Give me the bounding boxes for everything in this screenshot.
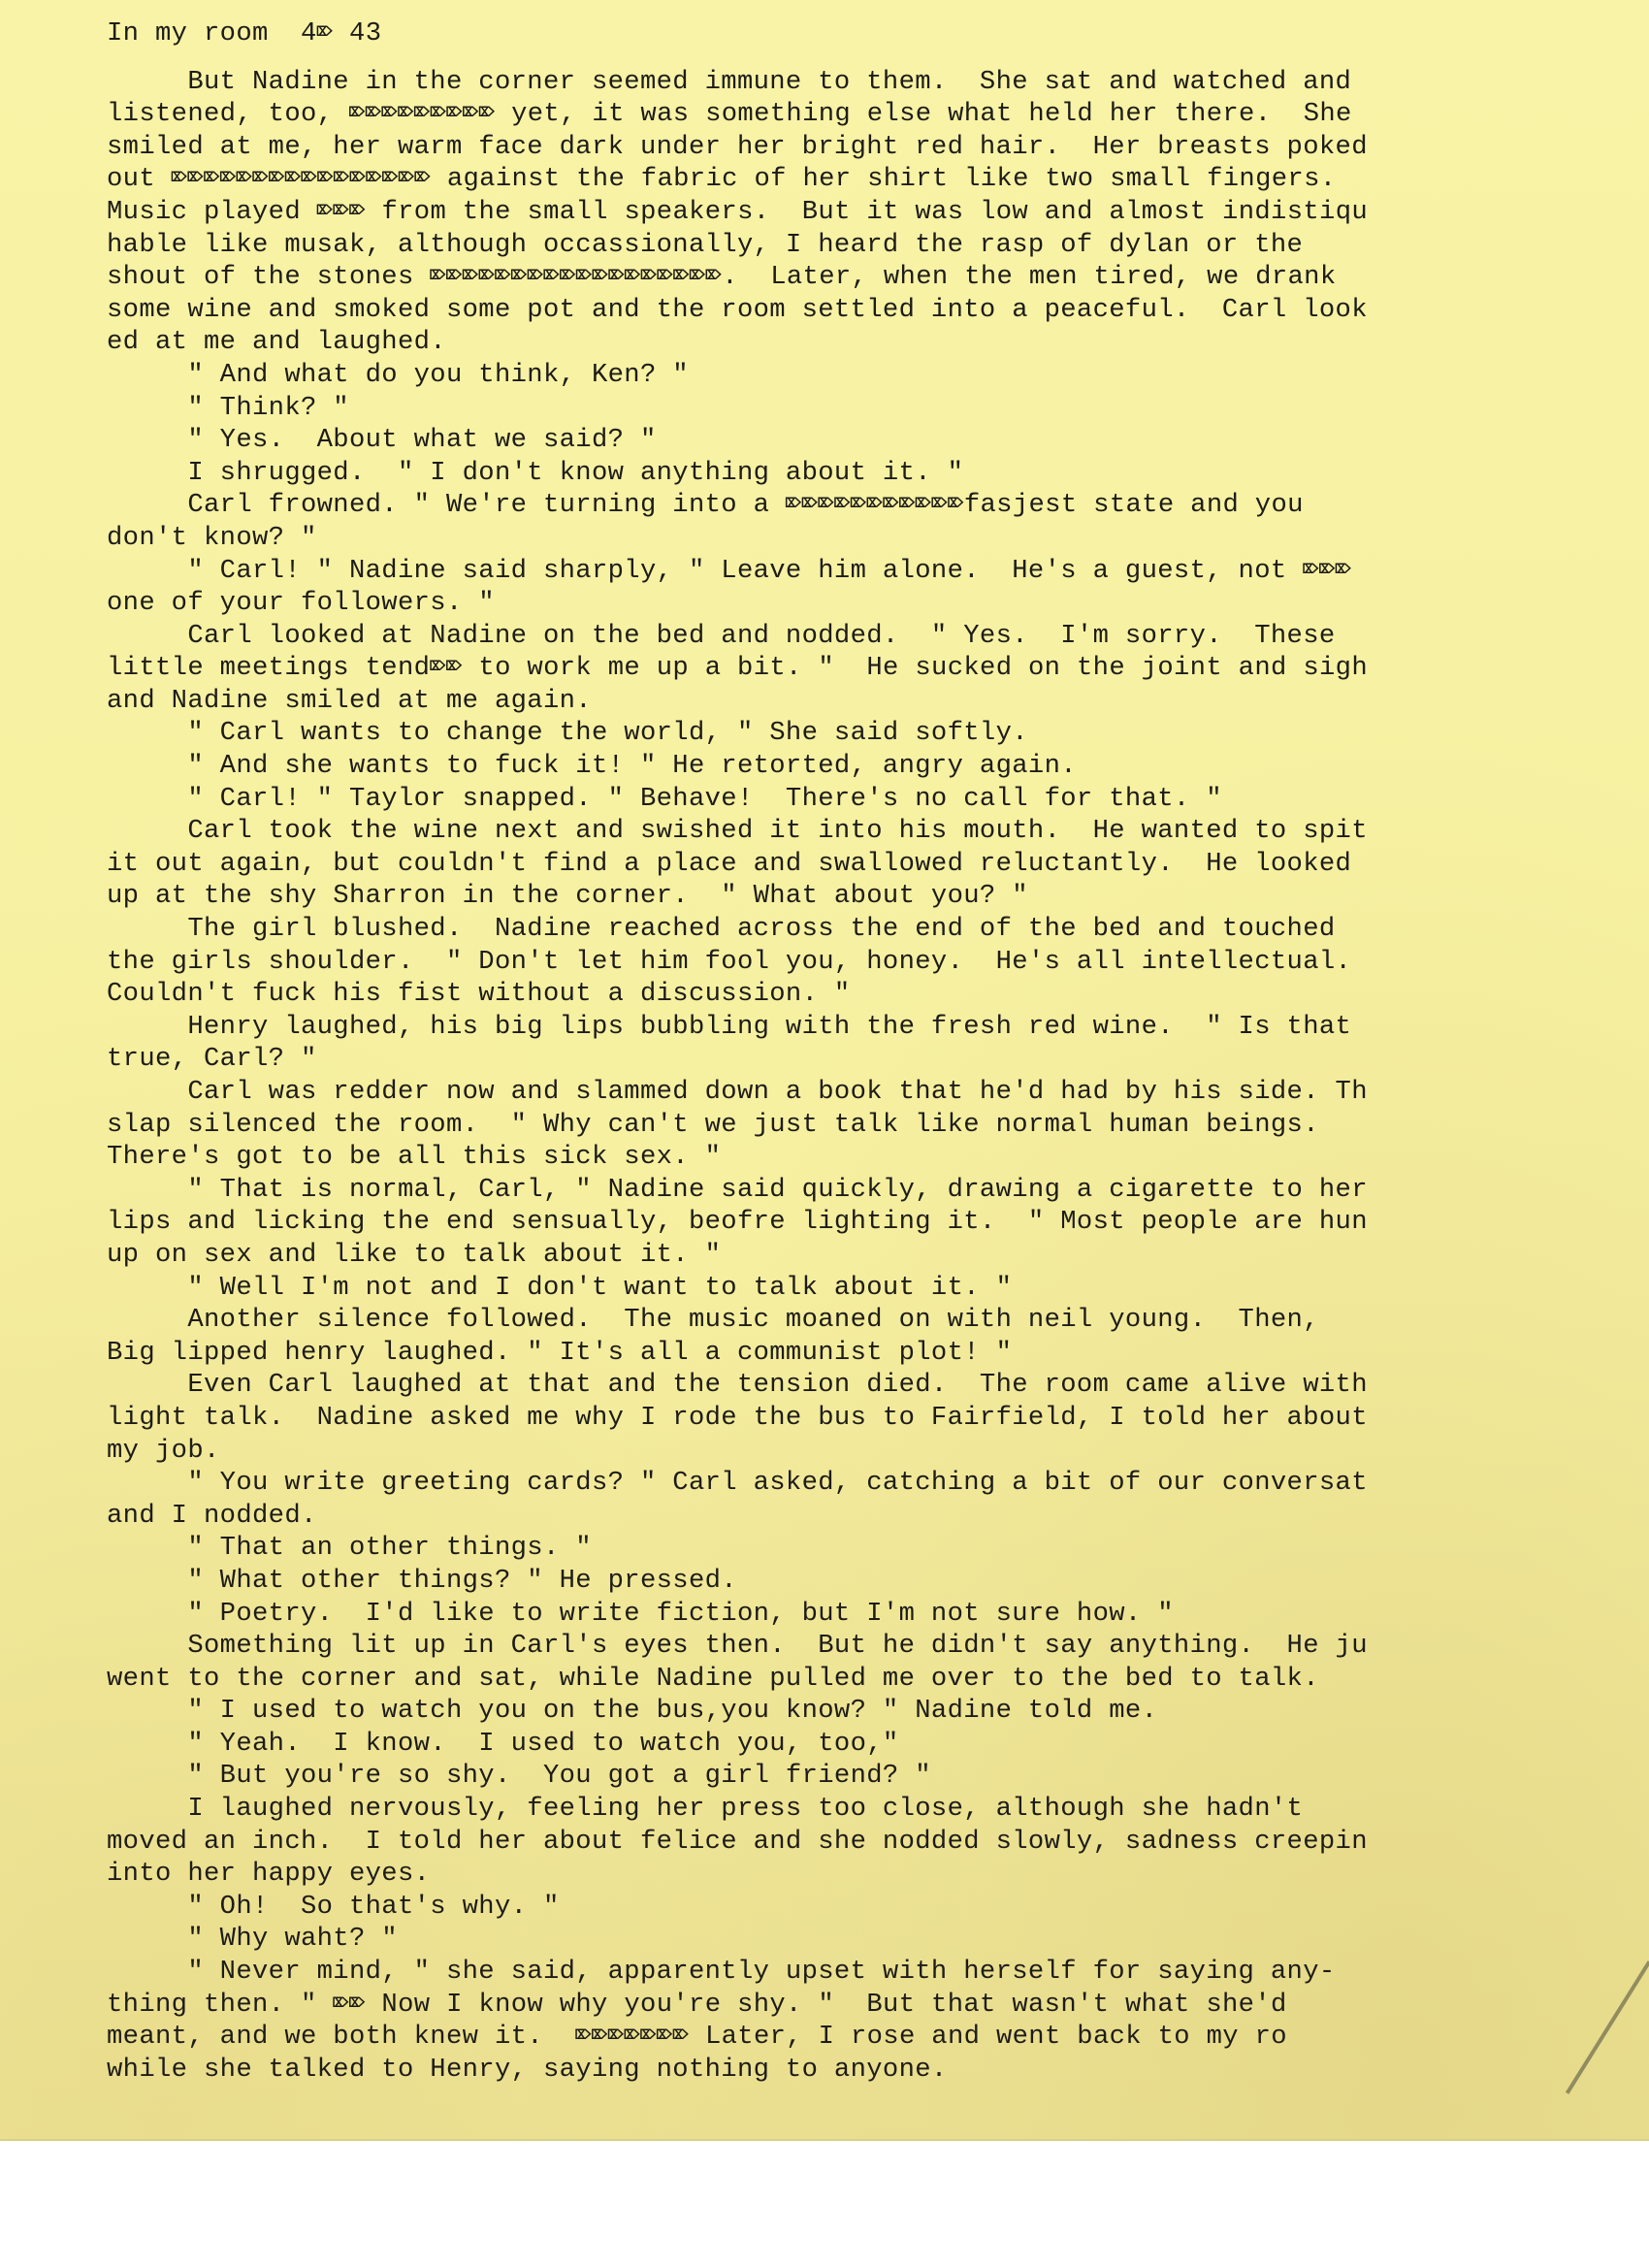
manuscript-line: thing then. " ⌦⌦ Now I know why you're shy. " But that wasn't what she'd [107, 1989, 1287, 2020]
manuscript-line: don't know? " [107, 522, 317, 553]
manuscript-line: it out again, but couldn't find a place and swallowed reluctantly. He looked [107, 848, 1352, 879]
manuscript-line: " Poetry. I'd like to write fiction, but I'm not sure how. " [107, 1598, 1174, 1629]
manuscript-line: smiled at me, her warm face dark under her bright red hair. Her breasts poked [107, 131, 1368, 162]
manuscript-line: I laughed nervously, feeling her press too close, although she hadn't [107, 1794, 1304, 1825]
manuscript-line: " What other things? " He pressed. [107, 1565, 737, 1596]
manuscript-line: my job. [107, 1435, 220, 1466]
manuscript-line: " I used to watch you on the bus,you know? " Nadine told me. [107, 1696, 1158, 1727]
manuscript-line: and I nodded. [107, 1500, 317, 1531]
manuscript-line: the girls shoulder. " Don't let him fool you, honey. He's all intellectual. [107, 946, 1352, 977]
manuscript-line: Carl looked at Nadine on the bed and nodded. " Yes. I'm sorry. These [107, 620, 1336, 651]
typed-text-block [107, 17, 1649, 2122]
manuscript-line: " Yes. About what we said? " [107, 425, 657, 456]
manuscript-body [107, 66, 1649, 2087]
manuscript-line: I shrugged. " I don't know anything about it. " [107, 457, 964, 488]
manuscript-line: Something lit up in Carl's eyes then. But he didn't say anything. He ju [107, 1631, 1368, 1662]
manuscript-line: Music played ⌦⌦⌦ from the small speakers. But it was low and almost indistiqu [107, 196, 1369, 227]
manuscript-line: Even Carl laughed at that and the tension died. The room came alive with [107, 1370, 1368, 1401]
manuscript-line: one of your followers. " [107, 588, 495, 619]
manuscript-line: hable like musak, although occassionally, I heard the rasp of dylan or the [107, 229, 1304, 260]
manuscript-line: There's got to be all this sick sex. " [107, 1142, 722, 1173]
manuscript-line: Couldn't fuck his fist without a discussion. " [107, 979, 851, 1010]
manuscript-line: " You write greeting cards? " Carl asked, catching a bit of our conversat [107, 1468, 1368, 1499]
manuscript-line: little meetings tend⌦⌦ to work me up a bit. " He sucked on the joint and sigh [107, 653, 1368, 684]
manuscript-line: up at the shy Sharron in the corner. " What about you? " [107, 881, 1028, 912]
manuscript-line: " Carl! " Taylor snapped. " Behave! There's no call for that. " [107, 783, 1222, 814]
manuscript-line: meant, and we both knew it. ⌦⌦⌦⌦⌦⌦⌦ Later, I rose and went back to my ro [107, 2022, 1287, 2053]
manuscript-line: " And what do you think, Ken? " [107, 359, 689, 390]
manuscript-line: listened, too, ⌦⌦⌦⌦⌦⌦⌦⌦⌦ yet, it was something else what held her there. She [107, 99, 1352, 130]
manuscript-line: " And she wants to fuck it! " He retorted, angry again. [107, 751, 1077, 782]
manuscript-line: Carl took the wine next and swished it into his mouth. He wanted to spit [107, 816, 1368, 847]
manuscript-line: light talk. Nadine asked me why I rode the bus to Fairfield, I told her about [107, 1402, 1368, 1433]
manuscript-line: " That is normal, Carl, " Nadine said quickly, drawing a cigarette to her [107, 1174, 1368, 1205]
manuscript-line: The girl blushed. Nadine reached across the end of the bed and touched [107, 914, 1336, 945]
manuscript-line: " Carl! " Nadine said sharply, " Leave him alone. He's a guest, not ⌦⌦⌦ [107, 555, 1352, 586]
manuscript-line: went to the corner and sat, while Nadine pulled me over to the bed to talk. [107, 1663, 1319, 1694]
manuscript-line: some wine and smoked some pot and the room settled into a peaceful. Carl look [107, 294, 1368, 325]
manuscript-line: while she talked to Henry, saying nothing to anyone. [107, 2054, 948, 2085]
manuscript-line: true, Carl? " [107, 1044, 317, 1075]
page-header: In my room 4⌦ 43 [107, 18, 382, 49]
manuscript-line: " That an other things. " [107, 1533, 592, 1564]
manuscript-line: Another silence followed. The music moaned on with neil young. Then, [107, 1305, 1319, 1336]
manuscript-line: up on sex and like to talk about it. " [107, 1239, 722, 1270]
manuscript-line: " But you're so shy. You got a girl friend? " [107, 1761, 931, 1792]
manuscript-line: " Yeah. I know. I used to watch you, too," [107, 1728, 899, 1759]
manuscript-line: shout of the stones ⌦⌦⌦⌦⌦⌦⌦⌦⌦⌦⌦⌦⌦⌦⌦⌦⌦⌦. Later, when the men tired, we drank [107, 262, 1337, 293]
manuscript-line: and Nadine smiled at me again. [107, 685, 592, 716]
manuscript-line: Big lipped henry laughed. " It's all a communist plot! " [107, 1337, 1013, 1368]
manuscript-line: " Oh! So that's why. " [107, 1891, 560, 1922]
manuscript-line: out ⌦⌦⌦⌦⌦⌦⌦⌦⌦⌦⌦⌦⌦⌦⌦⌦ against the fabric of her shirt like two small fingers. [107, 164, 1337, 195]
manuscript-line: " Carl wants to change the world, " She said softly. [107, 718, 1028, 749]
manuscript-line: " Why waht? " [107, 1924, 398, 1955]
manuscript-line: slap silenced the room. " Why can't we just talk like normal human beings. [107, 1109, 1319, 1140]
manuscript-line: But Nadine in the corner seemed immune to them. She sat and watched and [107, 66, 1352, 97]
manuscript-line: lips and licking the end sensually, beofre lighting it. " Most people are hun [107, 1207, 1368, 1238]
manuscript-line: " Never mind, " she said, apparently upset with herself for saying any- [107, 1957, 1336, 1988]
manuscript-line: into her happy eyes. [107, 1859, 431, 1890]
manuscript-line: moved an inch. I told her about felice and she nodded slowly, sadness creepin [107, 1826, 1368, 1857]
manuscript-line: ed at me and laughed. [107, 327, 446, 358]
manuscript-line: Carl was redder now and slammed down a book that he'd had by his side. Th [107, 1077, 1368, 1107]
manuscript-line: Carl frowned. " We're turning into a ⌦⌦⌦⌦⌦⌦⌦⌦⌦⌦⌦fasjest state and you [107, 490, 1304, 521]
manuscript-line: Henry laughed, his big lips bubbling with the fresh red wine. " Is that [107, 1011, 1352, 1042]
manuscript-line: " Think? " [107, 392, 349, 423]
manuscript-line: " Well I'm not and I don't want to talk about it. " [107, 1272, 1013, 1303]
